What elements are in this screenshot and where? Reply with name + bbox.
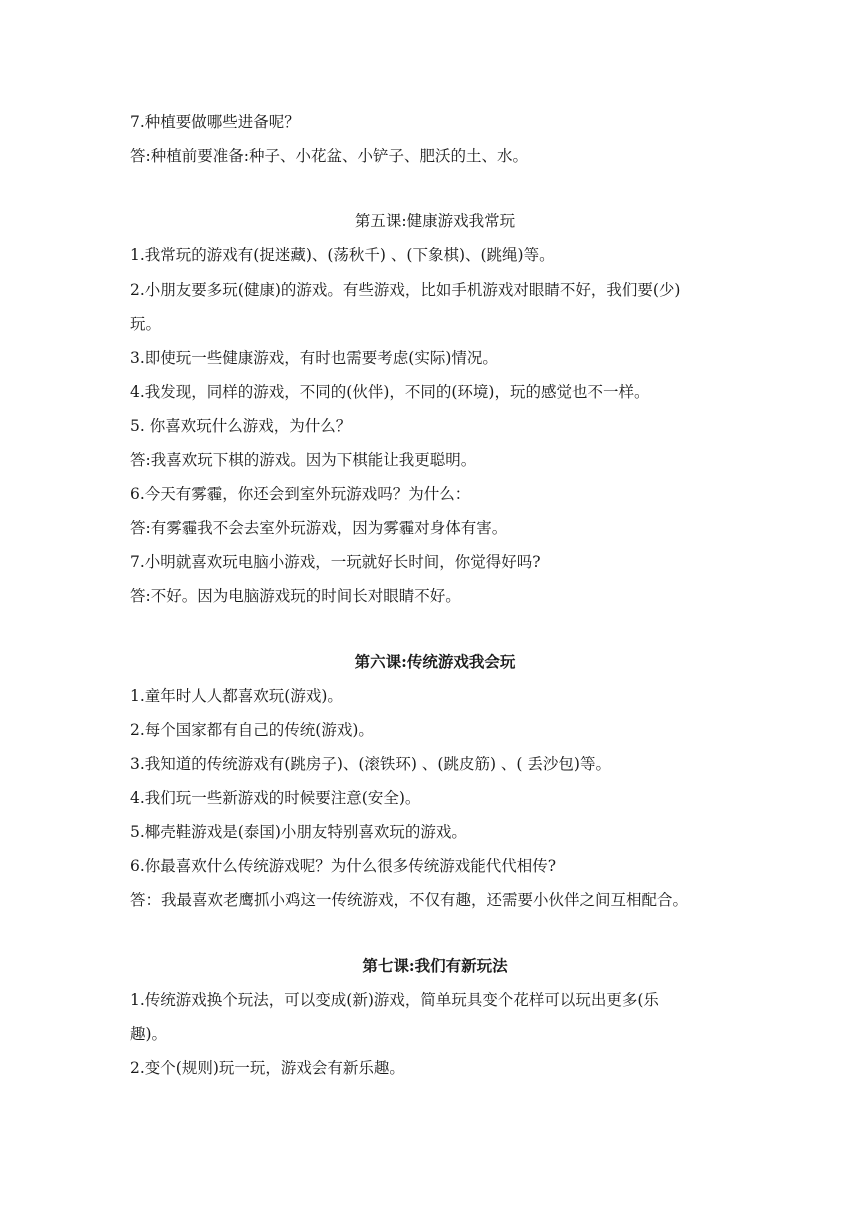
lesson-6-item-5: 5.椰壳鞋游戏是(泰国)小朋友特别喜欢玩的游戏。 [130,823,467,841]
lesson-6-item-2: 2.每个国家都有自己的传统(游戏)。 [130,721,374,739]
lesson-7-item-2: 2.变个(规则)玩一玩，游戏会有新乐趣。 [130,1059,405,1077]
lesson-5-answer-6: 答:有雾霾我不会去室外玩游戏，因为雾霾对身体有害。 [130,519,508,537]
lesson-6-item-4: 4.我们玩一些新游戏的时候要注意(安全)。 [130,789,421,807]
lesson-7-item-1: 1.传统游戏换个玩法，可以变成(新)游戏，简单玩具变个花样可以玩出更多(乐 [130,991,659,1009]
question-7-planting: 7.种植要做哪些进备呢？ [130,113,300,131]
lesson-5-item-4: 4.我发现，同样的游戏，不同的(伙伴)，不同的(环境)，玩的感觉也不一样。 [130,383,650,401]
lesson-5-item-6: 6.今天有雾霾，你还会到室外玩游戏吗？为什么： [130,485,471,503]
lesson-5-item-2: 2.小朋友要多玩(健康)的游戏。有些游戏，比如手机游戏对眼睛不好，我们要(少) [130,281,681,299]
lesson-5-item-7: 7.小明就喜欢玩电脑小游戏，一玩就好长时间，你觉得好吗? [130,553,541,571]
lesson-7-title: 第七课:我们有新玩法 [362,956,508,975]
lesson-6-title: 第六课:传统游戏我会玩 [354,652,516,671]
lesson-6-item-3: 3.我知道的传统游戏有(跳房子)、(滚铁环) 、(跳皮筋) 、( 丢沙包)等。 [130,755,611,773]
lesson-6-answer-6: 答：我最喜欢老鹰抓小鸡这一传统游戏，不仅有趣，还需要小伙伴之间互相配合。 [130,891,689,909]
lesson-5-title: 第五课:健康游戏我常玩 [354,212,516,230]
lesson-6-item-6: 6.你最喜欢什么传统游戏呢？为什么很多传统游戏能代代相传? [130,857,557,875]
lesson-5-item-3: 3.即使玩一些健康游戏，有时也需要考虑(实际)情况。 [130,349,498,367]
lesson-5-item-1: 1.我常玩的游戏有(捉迷藏)、(荡秋千) 、(下象棋)、(跳绳)等。 [130,246,555,264]
lesson-5-item-5: 5. 你喜欢玩什么游戏，为什么？ [130,417,352,435]
lesson-6-item-1: 1.童年时人人都喜欢玩(游戏)。 [130,687,343,705]
lesson-7-item-1-cont: 趣)。 [130,1025,168,1043]
lesson-5-answer-5: 答:我喜欢玩下棋的游戏。因为下棋能让我更聪明。 [130,451,477,469]
lesson-5-answer-7: 答:不好。因为电脑游戏玩的时间长对眼睛不好。 [130,587,461,605]
answer-7-planting: 答:种植前要准备:种子、小花盆、小铲子、肥沃的土、水。 [130,147,528,165]
lesson-5-item-2-cont: 玩。 [130,315,162,333]
